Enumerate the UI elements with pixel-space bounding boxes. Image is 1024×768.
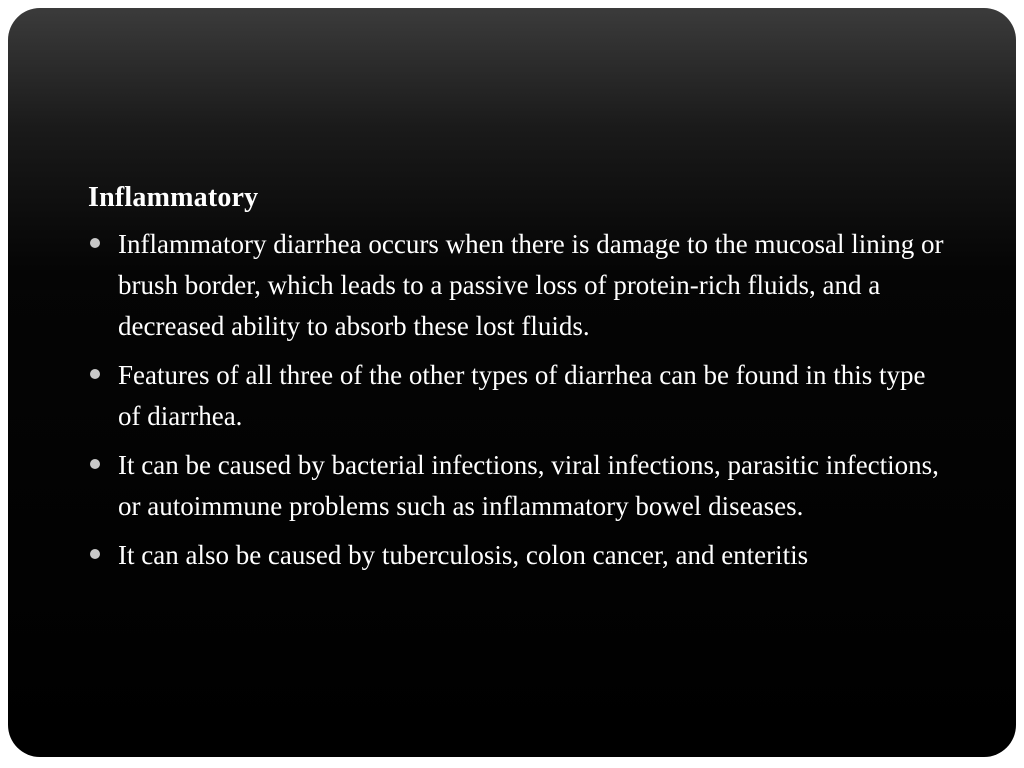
- bullet-text: Inflammatory diarrhea occurs when there is damage to the mucosal lining or brush border, which leads to a passive loss of protein-rich fluids, and a decreased ability to absorb these lost fluids.: [118, 229, 944, 341]
- slide-content: [88, 180, 948, 584]
- slide-heading: Inflammatory: [88, 182, 259, 213]
- bullet-item: [88, 355, 948, 437]
- bullet-text: It can also be caused by tuberculosis, colon cancer, and enteritis: [118, 540, 809, 570]
- bullet-dot-icon: [90, 549, 100, 559]
- slide: [8, 8, 1016, 757]
- bullet-item: [88, 224, 948, 347]
- bullet-item: [88, 445, 948, 527]
- bullet-text: It can be caused by bacterial infections, viral infections, parasitic infections, or autoimmune problems such as inflammatory bowel diseases.: [118, 450, 939, 521]
- bullet-dot-icon: [90, 459, 100, 469]
- bullet-list: [88, 224, 948, 576]
- bullet-item: [88, 535, 948, 576]
- bullet-dot-icon: [90, 238, 100, 248]
- bullet-text: Features of all three of the other types of diarrhea can be found in this type of diarrhea.: [118, 360, 926, 431]
- bullet-dot-icon: [90, 369, 100, 379]
